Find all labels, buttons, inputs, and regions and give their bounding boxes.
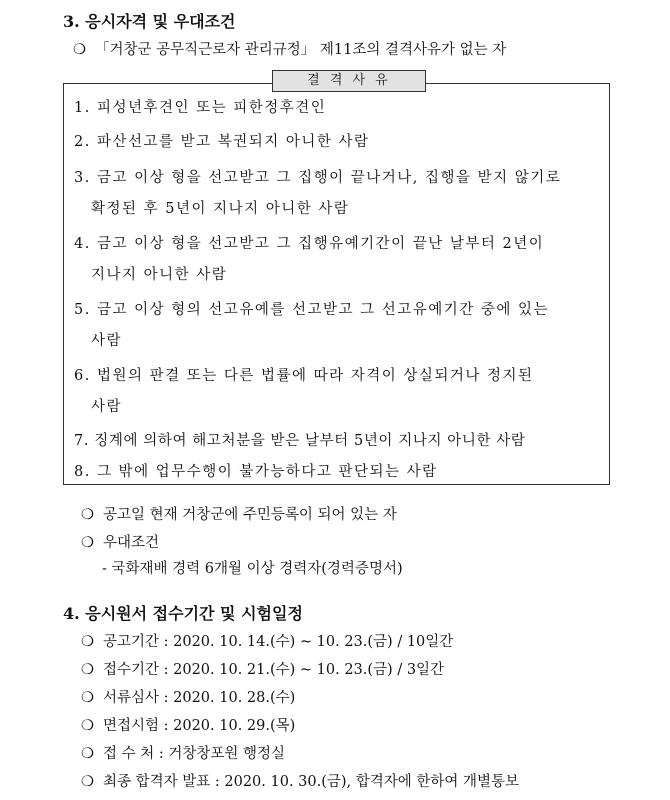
section3-title: 3. 응시자격 및 우대조건 (63, 12, 236, 31)
preference-detail: - 국화재배 경력 6개월 이상 경력자(경력증명서) (102, 561, 403, 577)
disqualification-item-4: 4. 금고 이상 형을 선고받고 그 집행유예기간이 끝난 날부터 2년이 (74, 236, 545, 252)
hollow-circle-bullet-icon: ❍ (81, 690, 94, 706)
hollow-circle-bullet-icon: ❍ (81, 718, 94, 734)
hollow-circle-bullet-icon: ❍ (81, 746, 94, 762)
residency-requirement (81, 503, 397, 524)
disqualification-item-2: 2. 파산선고를 받고 복권되지 아니한 사람 (74, 134, 370, 150)
schedule-item-5 (81, 742, 285, 763)
disqualification-item-3: 3. 금고 이상 형을 선고받고 그 집행이 끝나거나, 집행을 받지 않기로 (74, 170, 562, 186)
hollow-circle-bullet-icon: ❍ (81, 507, 94, 523)
preference-label: 우대조건 (103, 535, 160, 551)
disqualification-item-6-cont: 사람 (91, 399, 123, 415)
residency-text: 공고일 현재 거창군에 주민등록이 되어 있는 자 (103, 507, 397, 523)
disqualification-item-3-cont: 확정된 후 5년이 지나지 아니한 사람 (91, 201, 350, 217)
hollow-circle-bullet-icon: ❍ (81, 662, 94, 678)
schedule-item-2 (81, 658, 444, 679)
schedule-text: 최종 합격자 발표 : 2020. 10. 30.(금), 합격자에 한하여 개별통보 (103, 774, 520, 790)
preference-heading (81, 531, 159, 552)
schedule-item-3 (81, 686, 295, 707)
schedule-text: 면접시험 : 2020. 10. 29.(목) (103, 718, 296, 734)
disqualification-item-5-cont: 사람 (91, 333, 123, 349)
schedule-text: 접수기간 : 2020. 10. 21.(수) ~ 10. 23.(금) / 3일간 (103, 662, 445, 678)
hollow-circle-bullet-icon: ❍ (81, 535, 94, 551)
disqualification-item-8: 8. 그 밖에 업무수행이 불가능하다고 판단되는 사람 (74, 464, 438, 480)
section3-intro (73, 38, 506, 59)
hollow-circle-bullet-icon: ❍ (81, 634, 94, 650)
hollow-circle-bullet-icon: ❍ (81, 774, 94, 790)
intro-text: 「거창군 공무직근로자 관리규정」 제11조의 결격사유가 없는 자 (95, 42, 507, 58)
schedule-item-4 (81, 714, 295, 735)
schedule-text: 서류심사 : 2020. 10. 28.(수) (103, 690, 296, 706)
disqualification-box-title: 결 격 사 유 (272, 70, 426, 92)
schedule-text: 접 수 처 : 거창창포원 행정실 (103, 746, 286, 762)
hollow-circle-bullet-icon: ❍ (73, 42, 86, 58)
disqualification-item-5: 5. 금고 이상 형의 선고유예를 선고받고 그 선고유예기간 중에 있는 (74, 302, 549, 318)
disqualification-item-4-cont: 지나지 아니한 사람 (91, 267, 228, 283)
disqualification-item-7: 7. 징계에 의하여 해고처분을 받은 날부터 5년이 지나지 아니한 사람 (74, 433, 526, 449)
schedule-text: 공고기간 : 2020. 10. 14.(수) ~ 10. 23.(금) / 10일간 (103, 634, 454, 650)
disqualification-item-6: 6. 법원의 판결 또는 다른 법률에 따라 자격이 상실되거나 정지된 (74, 368, 534, 384)
section4-title: 4. 응시원서 접수기간 및 시험일정 (63, 604, 303, 623)
disqualification-item-1: 1. 피성년후견인 또는 피한정후견인 (74, 100, 327, 116)
schedule-item-1 (81, 630, 453, 651)
schedule-item-6 (81, 770, 519, 791)
